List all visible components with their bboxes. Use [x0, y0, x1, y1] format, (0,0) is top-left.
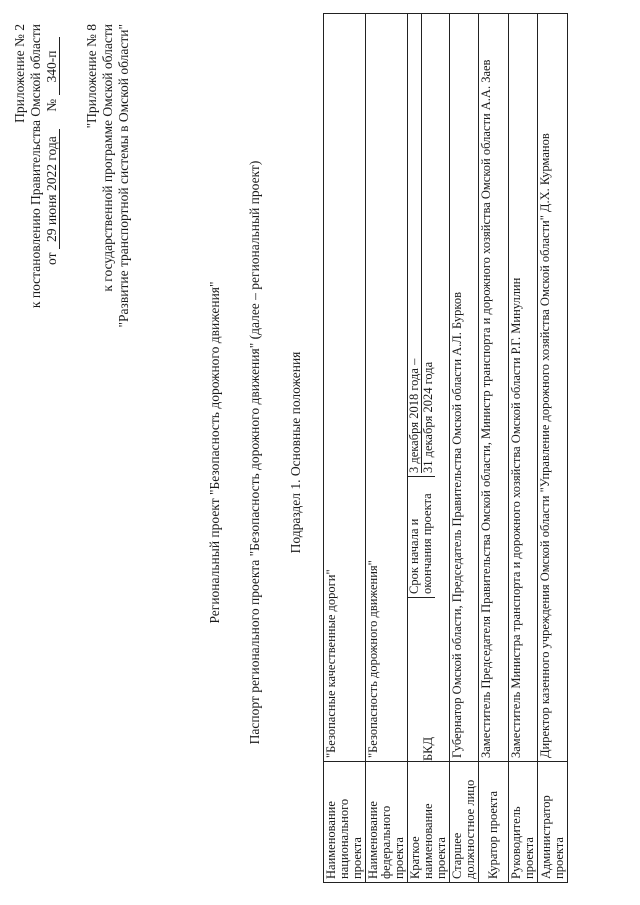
state-program-name: "Развитие транспортной системы в Омской области" [116, 24, 131, 328]
regional-project-title: Региональный проект "Безопасность дорожного движения" [207, 281, 222, 624]
resolution-reference: к постановлению Правительства Омской области [28, 24, 43, 309]
row-label: Руководитель проекта [509, 762, 538, 883]
row-label: Наименование национального проекта [324, 762, 366, 883]
table-row [450, 14, 479, 883]
appendix-2-label: Приложение № 2 [12, 24, 27, 123]
period-value [408, 14, 435, 477]
state-program-reference: к государственной программе Омской области [100, 24, 115, 292]
main-provisions-table [323, 13, 568, 883]
period-end: 31 декабря 2024 года [421, 14, 435, 473]
row-label: Наименование федерального проекта [366, 762, 408, 883]
row-value: "Безопасность дорожного движения" [366, 14, 408, 762]
number-label: № [44, 98, 59, 112]
short-name-subtable [408, 14, 435, 761]
row-value: Заместитель Министра транспорта и дорожного хозяйства Омской области Р.Г. Минуллин [509, 14, 538, 762]
table-row [479, 14, 509, 883]
row-label: Краткое наименование проекта [408, 762, 450, 883]
period-label: Срок начала и окончания проекта [408, 477, 435, 598]
table-row [538, 14, 568, 883]
from-label: от [44, 252, 59, 265]
row-value: Заместитель Председателя Правительства Омской области, Министр транспорта и дорожного хозяйства Омской области А.А. Заев [479, 14, 509, 762]
subsection-title: Подраздел 1. Основные положения [288, 351, 303, 554]
appendix-8-label: "Приложение № 8 [84, 24, 99, 129]
resolution-number: 340-п [44, 38, 60, 96]
row-value: "Безопасные качественные дороги" [324, 14, 366, 762]
table-row [324, 14, 366, 883]
row-label: Старшее должностное лицо [450, 762, 479, 883]
resolution-date: 29 июня 2022 года [44, 129, 60, 249]
table-row [408, 14, 450, 883]
passport-title: Паспорт регионального проекта "Безопасность дорожного движения" (далее – региональный проект) [247, 160, 262, 745]
period-start: 3 декабря 2018 года – [407, 358, 421, 473]
row-value: Губернатор Омской области, Председатель Правительства Омской области А.Л. Бурков [450, 14, 479, 762]
resolution-date-line [44, 38, 60, 266]
table-row [509, 14, 538, 883]
short-name-value: БКД [421, 736, 435, 761]
row-value: Директор казенного учреждения Омской области "Управление дорожного хозяйства Омской области" Д.Х. Курманов [538, 14, 568, 762]
row-label: Администратор проекта [538, 762, 568, 883]
row-label: Куратор проекта [479, 762, 509, 883]
table-row [366, 14, 408, 883]
